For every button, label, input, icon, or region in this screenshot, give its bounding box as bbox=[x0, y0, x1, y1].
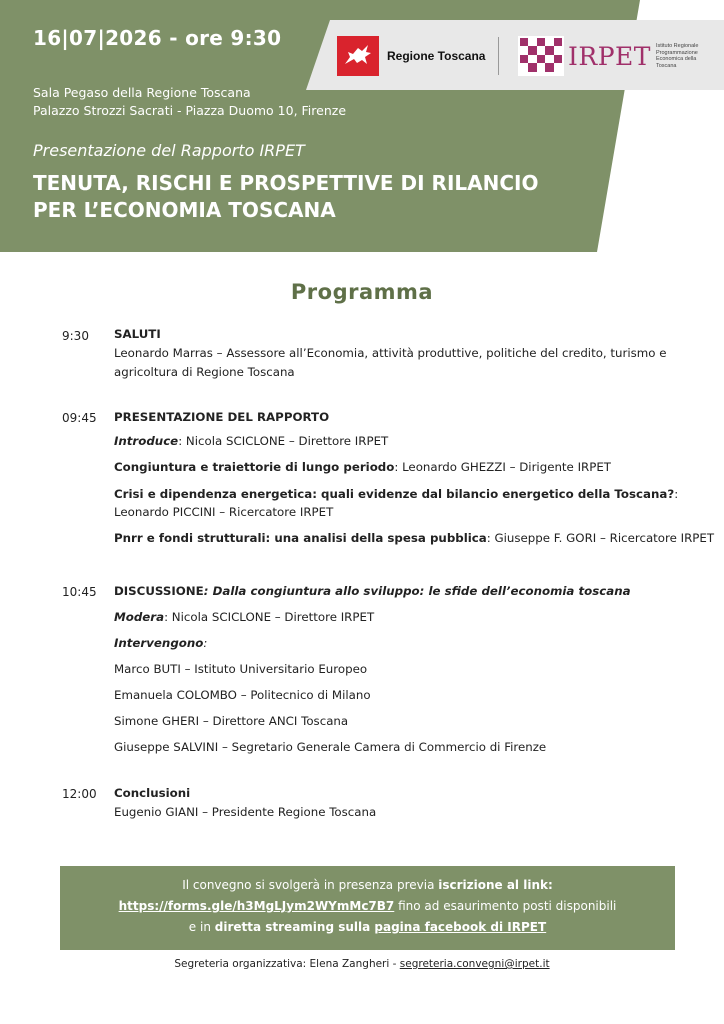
intervengono-label: Intervengono bbox=[114, 636, 204, 650]
session-1-line-1: Leonardo Marras – Assessore all’Economia, attività produttive, politiche del credito, turismo e bbox=[114, 346, 667, 360]
venue-line-2: Palazzo Strozzi Sacrati - Piazza Duomo 10, Firenze bbox=[33, 103, 347, 118]
session-3-modera bbox=[114, 610, 374, 624]
talk-3-speaker: : Giuseppe F. GORI – Ricercatore IRPET bbox=[486, 531, 715, 545]
title-line-1: TENUTA, RISCHI E PROSPETTIVE DI RILANCIO bbox=[33, 171, 539, 195]
session-3-time: 10:45 bbox=[62, 585, 97, 599]
session-2-talk-2-speaker: Leonardo PICCINI – Ricercatore IRPET bbox=[114, 505, 334, 519]
event-subtitle: Presentazione del Rapporto IRPET bbox=[33, 141, 305, 160]
registration-box bbox=[60, 866, 675, 950]
regione-toscana-label: Regione Toscana bbox=[387, 49, 486, 63]
intro-label: Introduce bbox=[114, 434, 179, 448]
session-4-line-1: Eugenio GIANI – Presidente Regione Toscana bbox=[114, 805, 377, 819]
event-venue bbox=[33, 84, 346, 120]
talk-1-title: Congiuntura e traiettorie di lungo periodo bbox=[114, 460, 395, 474]
panelist-3: Simone GHERI – Direttore ANCI Toscana bbox=[114, 714, 349, 728]
panelist-4: Giuseppe SALVINI – Segretario Generale Camera di Commercio di Firenze bbox=[114, 740, 547, 754]
session-4-time: 12:00 bbox=[62, 787, 97, 801]
session-2-talk-2 bbox=[114, 487, 678, 501]
session-2-heading bbox=[114, 410, 329, 424]
registration-line-2 bbox=[60, 899, 675, 913]
panelist-1: Marco BUTI – Istituto Universitario Europeo bbox=[114, 662, 368, 676]
venue-line-1: Sala Pegaso della Regione Toscana bbox=[33, 85, 251, 100]
session-3-heading-text: DISCUSSIONE bbox=[114, 584, 204, 598]
talk-3-title: Pnrr e fondi strutturali: una analisi della spesa pubblica bbox=[114, 531, 487, 545]
panelist-2: Emanuela COLOMBO – Politecnico di Milano bbox=[114, 688, 371, 702]
session-2-heading-text: PRESENTAZIONE DEL RAPPORTO bbox=[114, 410, 330, 424]
registration-link[interactable]: https://forms.gle/h3MgLJym2WYmMc7B7 bbox=[118, 899, 395, 913]
talk-2-title: Crisi e dipendenza energetica: quali evidenze dal bilancio energetico della Toscana? bbox=[114, 487, 675, 501]
session-4-heading-text: Conclusioni bbox=[114, 786, 191, 800]
modera-text: : Nicola SCICLONE – Direttore IRPET bbox=[164, 610, 375, 624]
streaming-bold: diretta streaming sulla bbox=[214, 920, 375, 934]
session-3-heading bbox=[114, 584, 631, 598]
registration-bold: iscrizione al link: bbox=[438, 878, 553, 892]
segreteria-email-link[interactable]: segreteria.convegni@irpet.it bbox=[399, 958, 550, 970]
session-2-time: 09:45 bbox=[62, 411, 97, 425]
event-date: 16|07|2026 - ore 9:30 bbox=[33, 26, 282, 50]
regione-toscana-logo bbox=[337, 36, 485, 76]
registration-line-1 bbox=[60, 878, 675, 892]
session-1-time: 9:30 bbox=[62, 329, 89, 343]
intro-text: : Nicola SCICLONE – Direttore IRPET bbox=[178, 434, 389, 448]
session-2-intro bbox=[114, 434, 388, 448]
header-banner bbox=[0, 0, 724, 252]
session-3-intervengono bbox=[114, 636, 207, 650]
session-1-line-2: agricoltura di Regione Toscana bbox=[114, 365, 295, 379]
irpet-label: IRPET bbox=[568, 41, 651, 71]
session-3-heading-colon: : bbox=[203, 584, 213, 598]
session-3-heading-italic: Dalla congiuntura allo sviluppo: le sfide dell’economia toscana bbox=[212, 584, 631, 598]
segreteria-text: Segreteria organizzativa: Elena Zangheri - bbox=[174, 958, 400, 970]
session-2-talk-3 bbox=[114, 531, 714, 545]
irpet-subtitle: Istituto Regionale Programmazione Economica della Toscana bbox=[655, 43, 699, 69]
registration-availability: fino ad esaurimento posti disponibili bbox=[394, 899, 617, 913]
programma-heading: Programma bbox=[290, 280, 434, 304]
talk-2-colon: : bbox=[674, 487, 679, 501]
session-1-heading bbox=[114, 327, 161, 341]
event-title bbox=[33, 170, 593, 224]
irpet-pattern-icon bbox=[518, 36, 564, 76]
pegasus-icon bbox=[337, 36, 379, 76]
logo-divider bbox=[498, 37, 499, 75]
session-4-heading bbox=[114, 786, 190, 800]
session-2-talk-1 bbox=[114, 460, 611, 474]
registration-line-3 bbox=[60, 920, 675, 934]
talk-1-speaker: : Leonardo GHEZZI – Dirigente IRPET bbox=[394, 460, 612, 474]
streaming-text: e in bbox=[188, 920, 215, 934]
title-line-2: PER L’ECONOMIA TOSCANA bbox=[33, 198, 336, 222]
session-1-heading-text: SALUTI bbox=[114, 327, 161, 341]
irpet-logo bbox=[518, 36, 706, 76]
segreteria-line bbox=[0, 958, 724, 970]
facebook-link[interactable]: pagina facebook di IRPET bbox=[374, 920, 547, 934]
modera-label: Modera bbox=[114, 610, 165, 624]
intervengono-colon: : bbox=[203, 636, 208, 650]
registration-text: Il convegno si svolgerà in presenza previa bbox=[182, 878, 439, 892]
